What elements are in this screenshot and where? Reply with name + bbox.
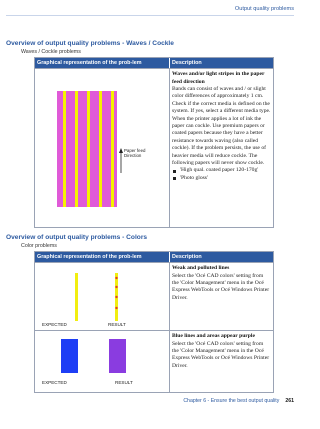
graphic-cell	[35, 69, 170, 227]
result-label: RESULT	[115, 380, 133, 386]
expected-line	[75, 273, 78, 321]
lines-illustration	[35, 263, 168, 330]
running-header: Output quality problems	[234, 6, 294, 12]
problem-title: Waves and/or light stripes in the paper feed direction	[172, 71, 265, 85]
header-rule	[6, 15, 294, 16]
result-purple-area	[109, 339, 126, 373]
section-caption-waves: Waves / Cockle problems	[21, 49, 81, 55]
chapter-label: Chapter 6 - Ensure the best output quality	[183, 398, 280, 404]
page-footer	[183, 398, 294, 404]
pollution-dot	[115, 307, 117, 309]
problem-description: Select the 'Océ CAD colors' setting from the 'Color Management' menu in the Océ Express WebTools or Océ Windows Printer Driver.	[172, 340, 270, 369]
column-header-description: Description	[172, 254, 202, 260]
cockle-illustration	[35, 69, 168, 227]
expected-label: EXPECTED	[42, 380, 67, 386]
section-title-colors: Overview of output quality problems - Colors	[6, 234, 148, 241]
paper-feed-direction-label: Paper feed Direction	[124, 148, 146, 159]
table-row	[35, 262, 273, 330]
section-title-waves: Overview of output quality problems - Waves / Cockle	[6, 40, 174, 47]
list-item: 'High qual. coated paper 120-170g'	[172, 167, 271, 174]
description-cell	[170, 69, 273, 227]
arrowhead-icon	[119, 148, 123, 153]
table-header	[35, 252, 273, 262]
problem-description: Bands can consist of waves and / or slight color differences of approximately 1 cm. Check if the correct media is defined on the system. If yes, select a different media type. When the printer applies a lot of ink the paper can cockle. Use premium papers or coated papers because they have a better resistance towards waving (also called cockle). If the problem persists, the use of heavier media will reduce cockle. The following papers will never show cockle.	[172, 86, 271, 167]
column-header-description: Description	[172, 60, 202, 66]
graphic-cell	[35, 263, 170, 330]
result-label: RESULT	[108, 322, 126, 328]
expected-blue-area	[61, 339, 78, 373]
table-waves	[34, 57, 274, 228]
graphic-cell	[35, 331, 170, 392]
table-row	[35, 330, 273, 392]
problem-title: Weak and polluted lines	[172, 265, 230, 272]
problem-title: Blue lines and areas appear purple	[172, 333, 255, 340]
description-cell	[170, 263, 273, 330]
table-colors	[34, 251, 274, 393]
cockle-stripes	[57, 91, 117, 207]
pollution-dot	[115, 286, 117, 288]
column-header-graphic: Graphical representation of the prob-lem	[35, 252, 170, 262]
section-caption-colors: Color problems	[21, 243, 57, 249]
table-row	[35, 68, 273, 227]
paper-list	[172, 167, 271, 182]
table-header	[35, 58, 273, 68]
expected-label: EXPECTED	[42, 322, 67, 328]
pollution-dot	[115, 296, 117, 298]
problem-description: Select the 'Océ CAD colors' setting from the 'Color Management' menu in the Océ Express WebTools or Océ Windows Printer Driver.	[172, 272, 270, 301]
column-header-graphic: Graphical representation of the prob-lem	[35, 58, 170, 68]
list-item: 'Photo gloss'	[172, 175, 271, 182]
pollution-dot	[115, 277, 117, 279]
page-number: 261	[285, 398, 294, 404]
description-cell	[170, 331, 273, 392]
